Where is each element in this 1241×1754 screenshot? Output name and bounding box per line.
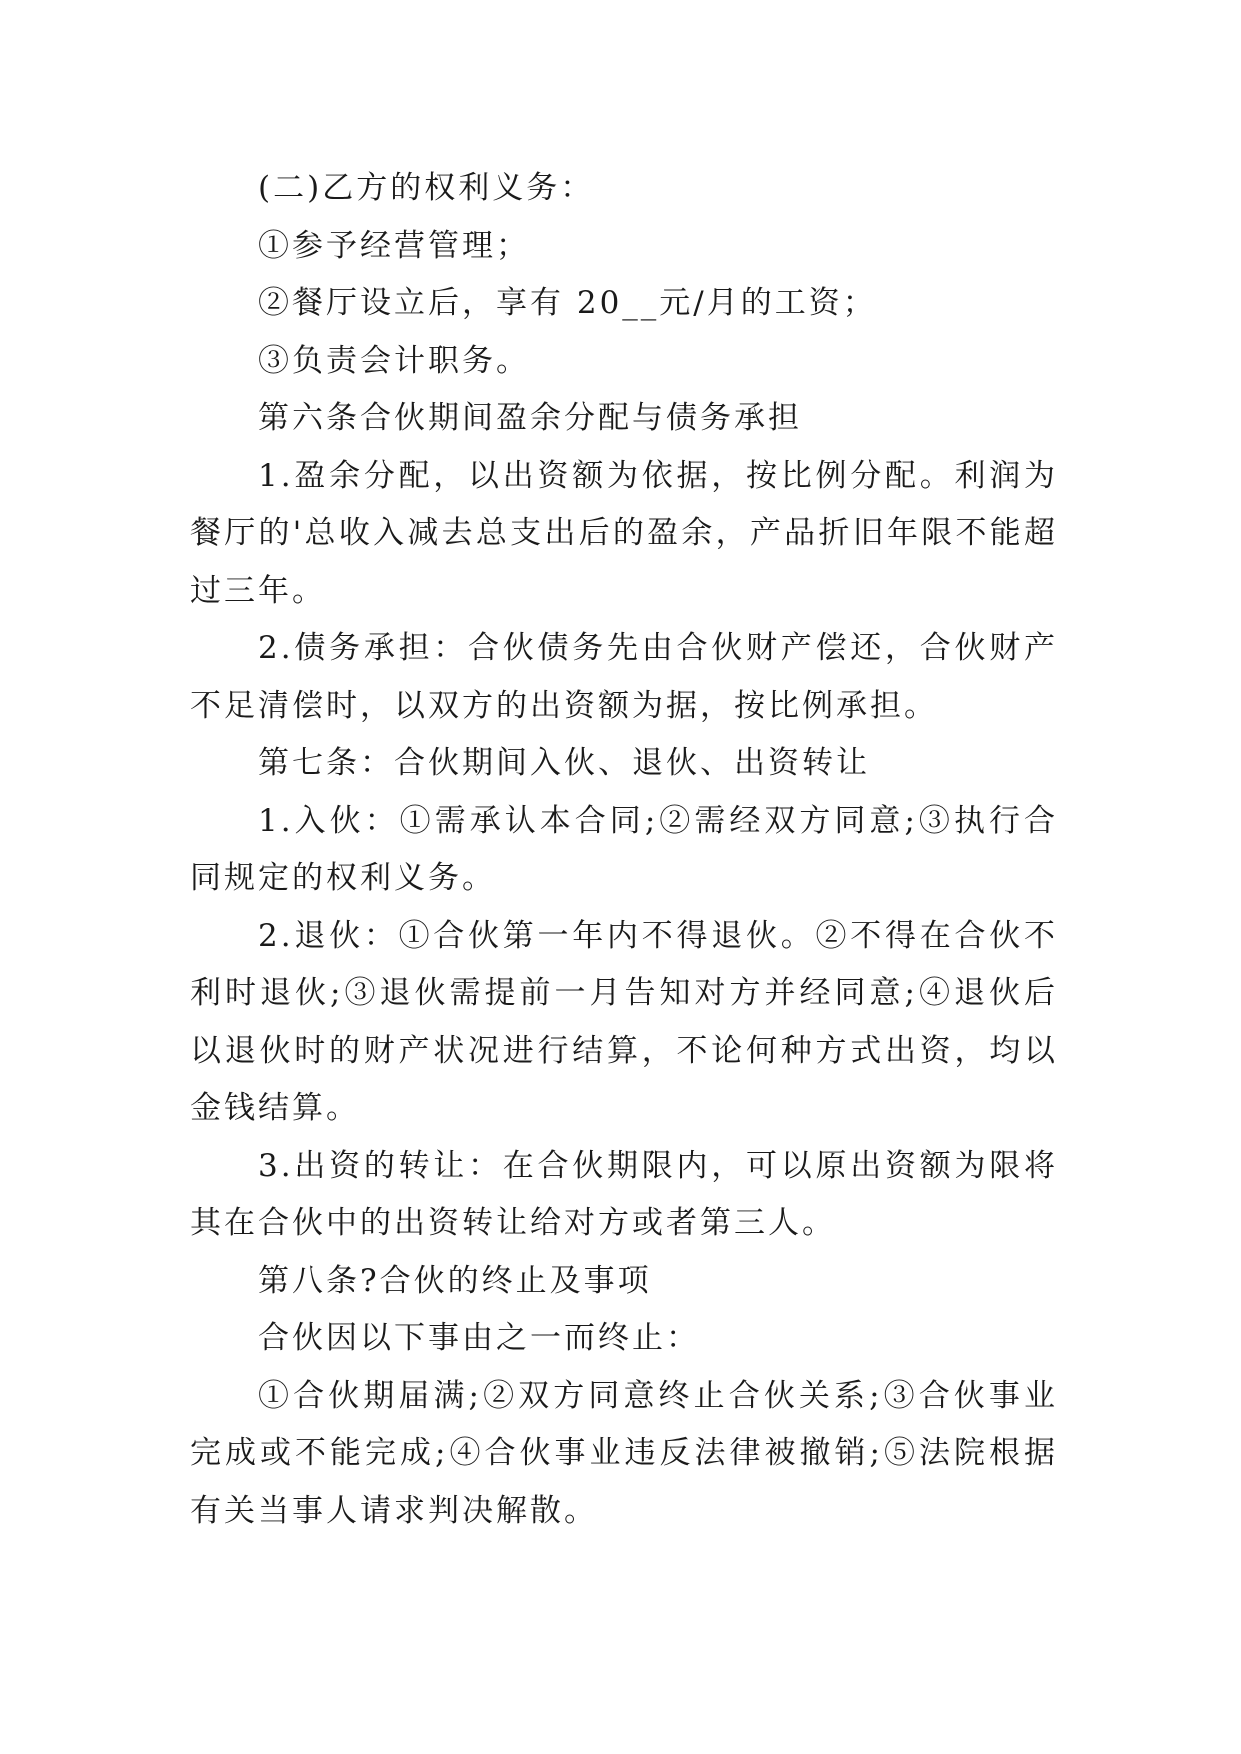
paragraph-party-b-rights-heading: (二)乙方的权利义务：: [258, 170, 595, 206]
article-7-clause-3: 3.出资的转让：在合伙期限内，可以原出资额为限将其在合伙中的出资转让给对方或者第三人。: [190, 1147, 1058, 1241]
paragraph-item-1: ①参予经营管理；: [258, 227, 530, 264]
article-8-reasons: ①合伙期届满;②双方同意终止合伙关系;③合伙事业完成或不能完成;④合伙事业违反法律被撤销;⑤法院根据有关当事人请求判决解散。: [190, 1377, 1058, 1529]
article-7-heading: 第七条：合伙期间入伙、退伙、出资转让: [258, 745, 870, 781]
article-8-heading: 第八条?合伙的终止及事项: [258, 1262, 652, 1299]
article-6-clause-1: 1.盈余分配，以出资额为依据，按比例分配。利润为餐厅的'总收入减去总支出后的盈余，产品折旧年限不能超过三年。: [190, 457, 1058, 609]
article-7-clause-1: 1.入伙：①需承认本合同;②需经双方同意;③执行合同规定的权利义务。: [190, 802, 1058, 896]
document-page: [190, 160, 1058, 1540]
article-7-clause-2: 2.退伙：①合伙第一年内不得退伙。②不得在合伙不利时退伙;③退伙需提前一月告知对方并经同意;④退伙后以退伙时的财产状况进行结算，不论何种方式出资，均以金钱结算。: [190, 917, 1058, 1126]
paragraph-item-2: ②餐厅设立后，享有 20__元/月的工资；: [258, 285, 877, 321]
article-8-intro: 合伙因以下事由之一而终止：: [258, 1320, 700, 1356]
article-6-heading: 第六条合伙期间盈余分配与债务承担: [258, 400, 802, 436]
article-6-clause-2: 2.债务承担：合伙债务先由合伙财产偿还，合伙财产不足清偿时，以双方的出资额为据，按比例承担。: [190, 630, 1058, 724]
paragraph-item-3: ③负责会计职务。: [258, 342, 530, 379]
